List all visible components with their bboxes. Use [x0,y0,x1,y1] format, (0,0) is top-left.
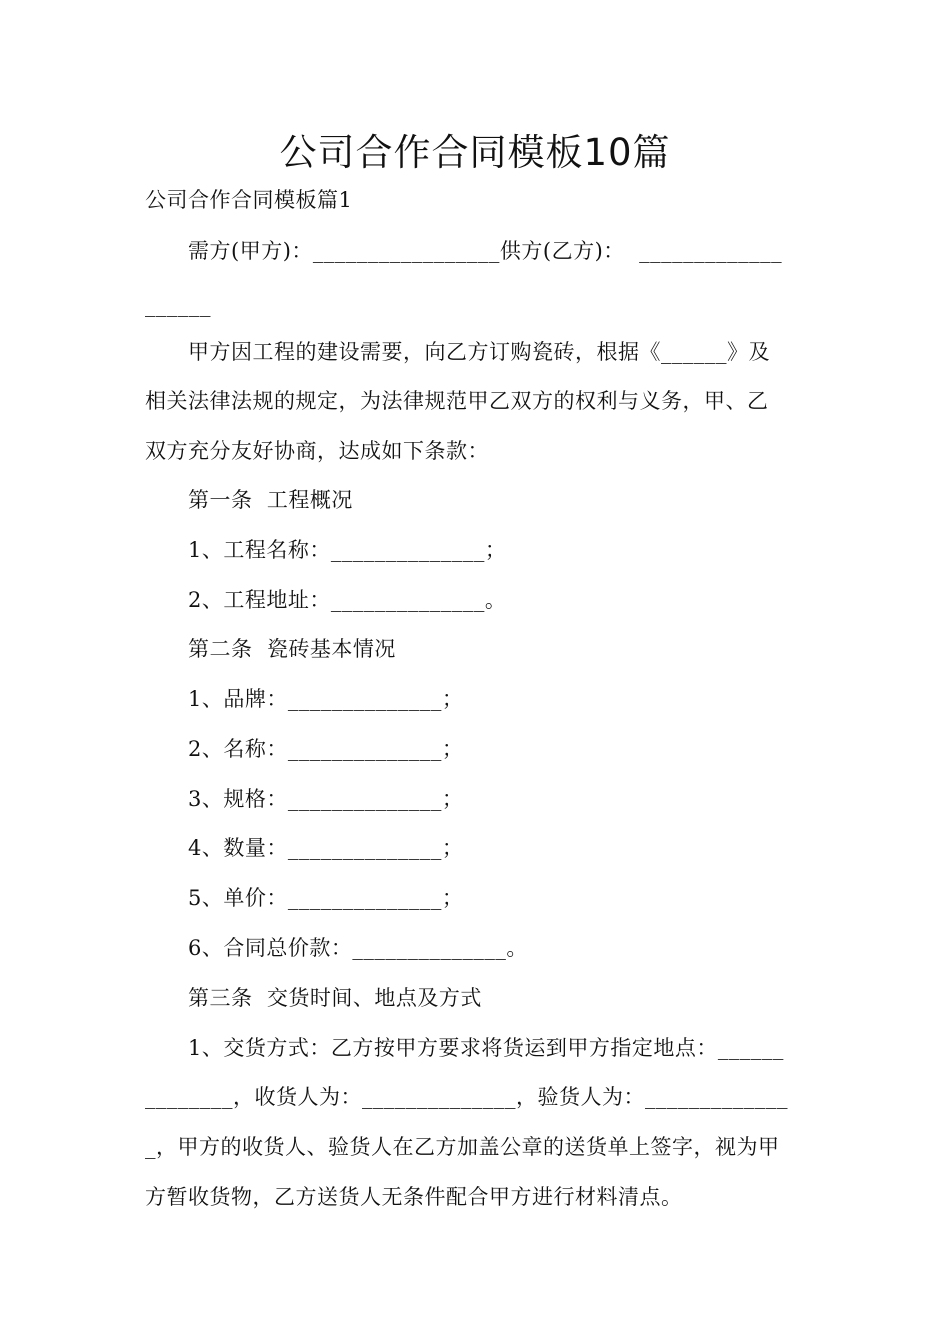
intro-paragraph-line: 相关法律法规的规定，为法律规范甲乙双方的权利与义务，甲、乙 [145,389,769,413]
intro-paragraph-line: 甲方因工程的建设需要，向乙方订购瓷砖，根据《______》及 [188,340,770,364]
document-title: 公司合作合同模板10篇 [279,131,671,174]
party-line: 需方(甲方)：_________________供方(乙方)： _____________ [188,239,783,263]
clause-item: 4、数量：______________； [188,836,464,860]
party-line-continued: ______ [145,293,211,317]
clause-paragraph-line: _，甲方的收货人、验货人在乙方加盖公章的送货单上签字，视为甲 [145,1135,780,1159]
document-subtitle: 公司合作合同模板篇1 [145,188,353,212]
clause-item: 2、工程地址：______________。 [188,588,507,612]
article-heading: 第一条 工程概况 [188,488,353,512]
article-heading: 第三条 交货时间、地点及方式 [188,986,482,1010]
clause-paragraph-line: 1、交货方式：乙方按甲方要求将货运到甲方指定地点：______ [188,1036,784,1060]
clause-item: 3、规格：______________； [188,787,464,811]
clause-item: 1、品牌：______________； [188,687,464,711]
clause-item: 5、单价：______________； [188,886,464,910]
clause-item: 1、工程名称：______________； [188,538,507,562]
clause-paragraph-line: ________，收货人为：______________，验货人为：_____________ [145,1085,788,1109]
article-heading: 第二条 瓷砖基本情况 [188,637,396,661]
intro-paragraph-line: 双方充分友好协商，达成如下条款： [145,439,489,463]
clause-item: 2、名称：______________； [188,737,464,761]
clause-item: 6、合同总价款：______________。 [188,936,528,960]
clause-paragraph-line: 方暂收货物，乙方送货人无条件配合甲方进行材料清点。 [145,1185,683,1209]
